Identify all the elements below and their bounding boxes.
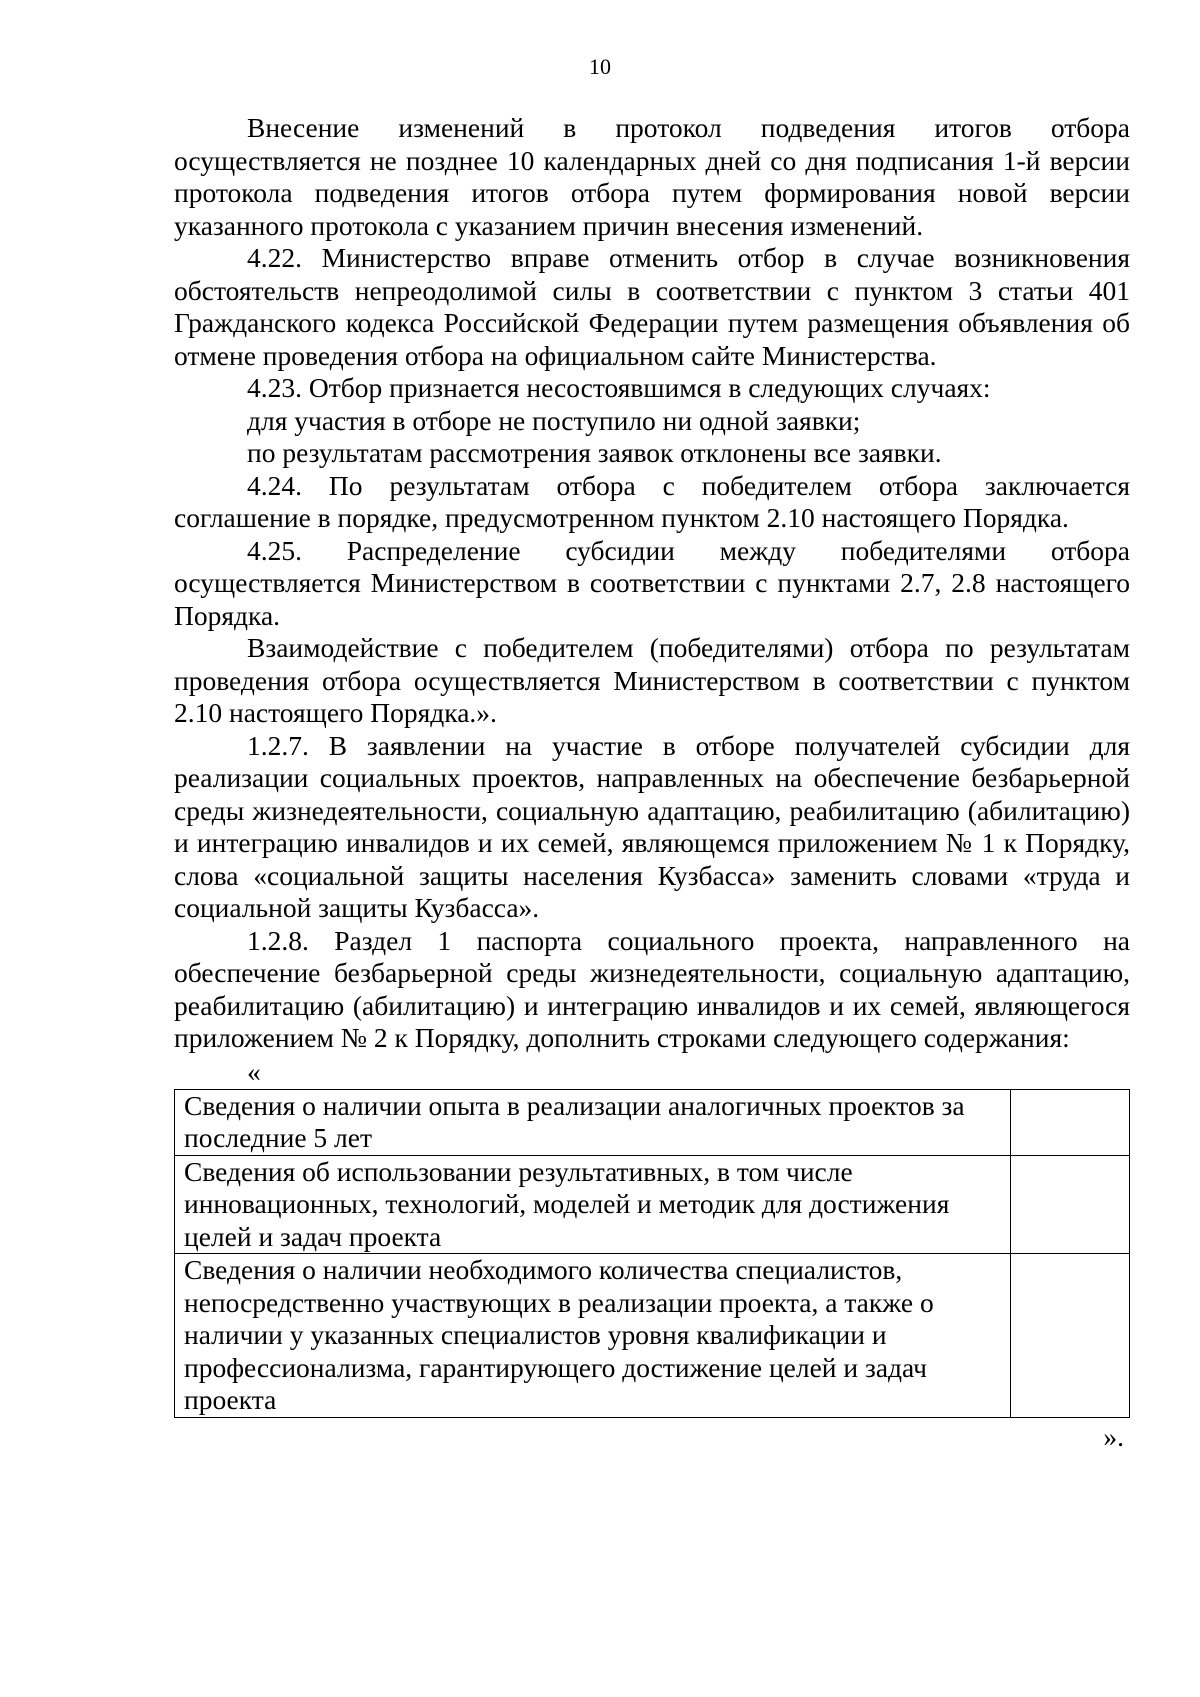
page-number: 10: [589, 54, 611, 79]
table-row-value: [1011, 1254, 1130, 1418]
paragraph-4-23-case-1: для участия в отборе не поступило ни одной заявки;: [247, 404, 861, 436]
paragraph-interaction: Взаимодействие с победителем (победителями) отбора по результатам проведения отбора осуществляется Министерством в соответствии с пунктом 2.10 настоящего Порядка.».: [174, 632, 1130, 728]
closing-quote: ».: [1103, 1420, 1124, 1452]
table-row-value: [1011, 1089, 1130, 1155]
paragraph-1-2-8: 1.2.8. Раздел 1 паспорта социального проекта, направленного на обеспечение безбарьерной среды жизнедеятельности, социальную адаптацию, реабилитацию (абилитацию) и интеграцию инвалидов и их семей, являющегося приложением № 2 к Порядку, дополнить строками следующего содержания:: [174, 924, 1130, 1053]
document-body: [174, 112, 1130, 1456]
table-row: [175, 1089, 1130, 1155]
paragraph-4-25: 4.25. Распределение субсидии между победителями отбора осуществляется Министерством в соответствии с пунктами 2.7, 2.8 настоящего Порядка.: [174, 534, 1130, 631]
table-row-label: Сведения об использовании результативных, в том числе инновационных, технологий, моделей и методик для достижения целей и задач проекта: [175, 1155, 1011, 1254]
table-row: [175, 1155, 1130, 1254]
paragraph-4-23-case-2: по результатам рассмотрения заявок отклонены все заявки.: [247, 437, 942, 468]
opening-quote: «: [247, 1055, 261, 1087]
table-row-label: Сведения о наличии опыта в реализации аналогичных проектов за последние 5 лет: [175, 1089, 1011, 1155]
paragraph-4-24: 4.24. По результатам отбора с победителем отбора заключается соглашение в порядке, предусмотренном пунктом 2.10 настоящего Порядка.: [174, 469, 1130, 533]
table-row: [175, 1254, 1130, 1418]
table-row-label: Сведения о наличии необходимого количества специалистов, непосредственно участвующих в реализации проекта, а также о наличии у указанных специалистов уровня квалификации и профессионализма, гарантирующего достижение целей и задач проекта: [175, 1254, 1011, 1418]
paragraph-4-23: 4.23. Отбор признается несостоявшимся в следующих случаях:: [247, 372, 991, 403]
passport-rows-table: [174, 1089, 1130, 1418]
paragraph-4-22: 4.22. Министерство вправе отменить отбор в случае возникновения обстоятельств непреодолимой силы в соответствии с пунктом 3 статьи 401 Гражданского кодекса Российской Федерации путем размещения объявления об отмене проведения отбора на официальном сайте Министерства.: [174, 242, 1130, 371]
table-row-value: [1011, 1155, 1130, 1254]
paragraph-protocol-amendments: Внесение изменений в протокол подведения итогов отбора осуществляется не позднее 10 календарных дней со дня подписания 1-й версии протокола подведения итогов отбора путем формирования новой версии указанного протокола с указанием причин внесения изменений.: [174, 112, 1130, 241]
paragraph-1-2-7: 1.2.7. В заявлении на участие в отборе получателей субсидии для реализации социальных проектов, направленных на обеспечение безбарьерной среды жизнедеятельности, социальную адаптацию, реабилитацию (абилитацию) и интеграцию инвалидов и их семей, являющемся приложением № 1 к Порядку, слова «социальной защиты населения Кузбасса» заменить словами «труда и социальной защиты Кузбасса».: [174, 729, 1130, 923]
